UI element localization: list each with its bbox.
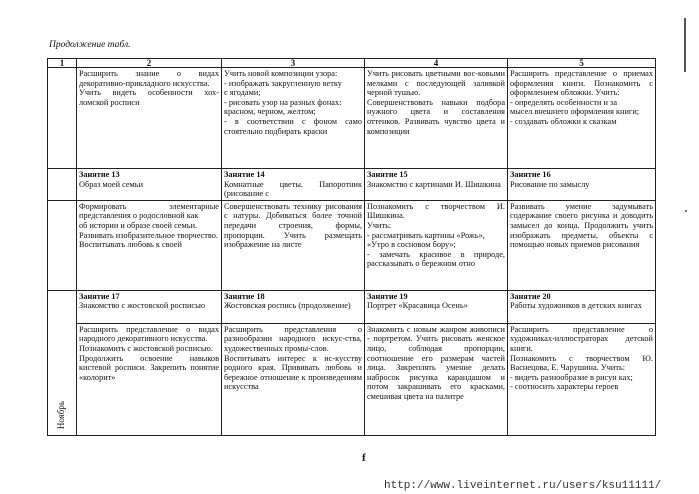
column-number: 3	[222, 59, 365, 68]
goals-cell	[365, 68, 508, 169]
text-line: Продолжить освоение навыков кистевой росписи. Закрепить понятие «колорит»	[79, 353, 219, 382]
goals-cell	[508, 68, 656, 169]
column-number: 1	[48, 59, 77, 68]
watermark-url: http://www.liveinternet.ru/users/ksu11111/	[384, 480, 662, 492]
column-number: 2	[77, 59, 222, 68]
text-line: с ягодами;	[224, 88, 261, 98]
table-caption: Продолжение табл.	[49, 40, 131, 50]
text-line: - замечать красивое в природе, рассказывать о бережном отно	[367, 249, 505, 269]
text-line: Учить видеть особенности хох-ломской росписи	[79, 88, 219, 107]
lesson-number: Занятие 20	[510, 291, 551, 301]
text-line: - определять особенности и за	[510, 97, 618, 107]
lesson-number: Занятие 14	[224, 170, 265, 179]
lesson-title-cell	[508, 169, 656, 201]
lesson-title-cell	[222, 169, 365, 201]
month-cell	[48, 169, 77, 201]
scan-dot	[685, 210, 687, 212]
month-cell	[48, 68, 77, 169]
month-cell	[48, 290, 77, 435]
column-number: 5	[508, 59, 656, 68]
goals-cell	[77, 200, 222, 290]
text-line: Учить рисовать цветными вос-ковыми мелками с последующей заливкой черной тушью.	[367, 69, 505, 98]
text-line: Совершенствовать технику рисования с натуры. Добиваться более точной передачи строения, формы, пропорции. Учить размещать изображение на листе	[224, 201, 362, 250]
month-cell	[48, 200, 77, 290]
text-line: - соотносить характеры героев	[510, 382, 619, 392]
lesson-title-cell	[508, 290, 656, 323]
column-number-row	[48, 59, 656, 68]
text-line: - изображать закругленную ветку	[224, 78, 342, 88]
lesson-title-cell	[222, 290, 365, 323]
text-line: Знакомить с новым жанром живописи - портретом. Учить рисовать женское лицо, соблюдая пропорции, соотношение его размерам частей лица. Закреплять умение делать набросок рисунка карандашом и потом закрашивать его красками, смешивая цвета на палитре	[367, 324, 505, 401]
text-line: Развивать изобразительное творчество.	[79, 230, 218, 240]
lesson-title-row	[48, 290, 656, 323]
table-row	[48, 68, 656, 169]
page-number: f	[362, 452, 366, 464]
lesson-title: Знакомство с картинами И. Шишкина	[367, 179, 501, 189]
lesson-title: Знакомство с жостовской росписью	[79, 301, 206, 311]
lesson-title: Работы художников в детских книгах	[510, 301, 642, 311]
lesson-number: Занятие 15	[367, 170, 408, 179]
text-line: красном, черном, желтом;	[224, 107, 316, 117]
goals-cell	[508, 323, 656, 435]
text-line: Учить:	[367, 220, 392, 230]
page-edge-mark	[684, 18, 686, 72]
goals-cell	[222, 68, 365, 169]
text-line: - создавать обложки к сказкам	[510, 116, 617, 126]
lesson-title: Жостовская роспись (продолжение)	[224, 301, 351, 311]
lesson-title-cell	[365, 290, 508, 323]
lesson-title: Портрет «Красавица Осень»	[367, 301, 468, 311]
text-line: Учить новой композиции узора:	[224, 69, 338, 78]
lesson-number: Занятие 17	[79, 291, 120, 301]
text-line: Познакомить с жостовской росписью.	[79, 343, 213, 353]
text-line: Воспитывать интерес к ис-кусству родного края. Прививать любовь и бережное отношение к произведениям искусства	[224, 353, 362, 392]
month-label: Ноябрь	[56, 400, 67, 429]
text-line: Расширить представления о разнообразии народного искус-ства, художественных промы-слов.	[224, 324, 362, 353]
text-line: мысел внешнего оформления книги;	[510, 107, 640, 117]
lesson-title: Комнатные цветы. Папоротник (рисование с	[224, 179, 362, 199]
text-line: «Утро в сосновом бору»;	[367, 240, 456, 250]
lesson-number: Занятие 19	[367, 291, 408, 301]
text-line: Расширить знание о видах декоративно-прикладного искусства.	[79, 69, 219, 88]
text-line: Расширить представление о приемах оформления книги. Познакомить с оформлением обложки. Учить:	[510, 69, 653, 98]
goals-cell	[77, 323, 222, 435]
text-line: Воспитывать любовь к своей	[79, 240, 182, 250]
goals-cell	[365, 200, 508, 290]
lesson-title-cell	[77, 169, 222, 201]
text-line: Познакомить с творчеством Ю. Васнецова, Е. Чарушина. Учить:	[510, 353, 653, 373]
text-line: - видеть разнообразие в рисун ках;	[510, 372, 633, 382]
text-line: Совершенствовать навыки подбора нужного цвета и составления оттенков. Развивать чувство цвета и композиции	[367, 97, 505, 136]
text-line: Развивать умение задумывать содержание своего рисунка и доводить замысел до конца. Продолжить учить изображать предметы, объекты с помощью новых приемов рисования	[510, 201, 653, 250]
goals-cell	[77, 68, 222, 169]
text-line: Формировать элементарные представления о родословной как	[79, 201, 219, 221]
text-line: Познакомить с творчеством И. Шишкина.	[367, 201, 505, 221]
lesson-title-row	[48, 169, 656, 201]
text-line: - рассматривать картины «Рожь»,	[367, 230, 485, 240]
lesson-title-cell	[77, 290, 222, 323]
lesson-title: Рисование по замыслу	[510, 179, 590, 189]
lesson-table	[47, 58, 656, 436]
lesson-number: Занятие 18	[224, 291, 265, 301]
text-line: Расширить представление о видах народного декоративного искусства.	[79, 324, 219, 344]
table-row	[48, 200, 656, 290]
text-line: - рисовать узор на разных фонах:	[224, 97, 342, 107]
text-line: - в соответствии с фоном само стоятельно подбирать краски	[224, 116, 362, 136]
column-number: 4	[365, 59, 508, 68]
lesson-title-cell	[365, 169, 508, 201]
lesson-number: Занятие 16	[510, 170, 551, 179]
goals-cell	[222, 200, 365, 290]
goals-cell	[365, 323, 508, 435]
goals-cell	[222, 323, 365, 435]
table-row	[48, 323, 656, 435]
goals-cell	[508, 200, 656, 290]
text-line: Расширить представление о художниках-иллюстраторах детской книги.	[510, 324, 653, 353]
text-line: об истории и образе своей семьи.	[79, 220, 198, 230]
lesson-title: Образ моей семьи	[79, 179, 144, 189]
lesson-number: Занятие 13	[79, 170, 120, 179]
